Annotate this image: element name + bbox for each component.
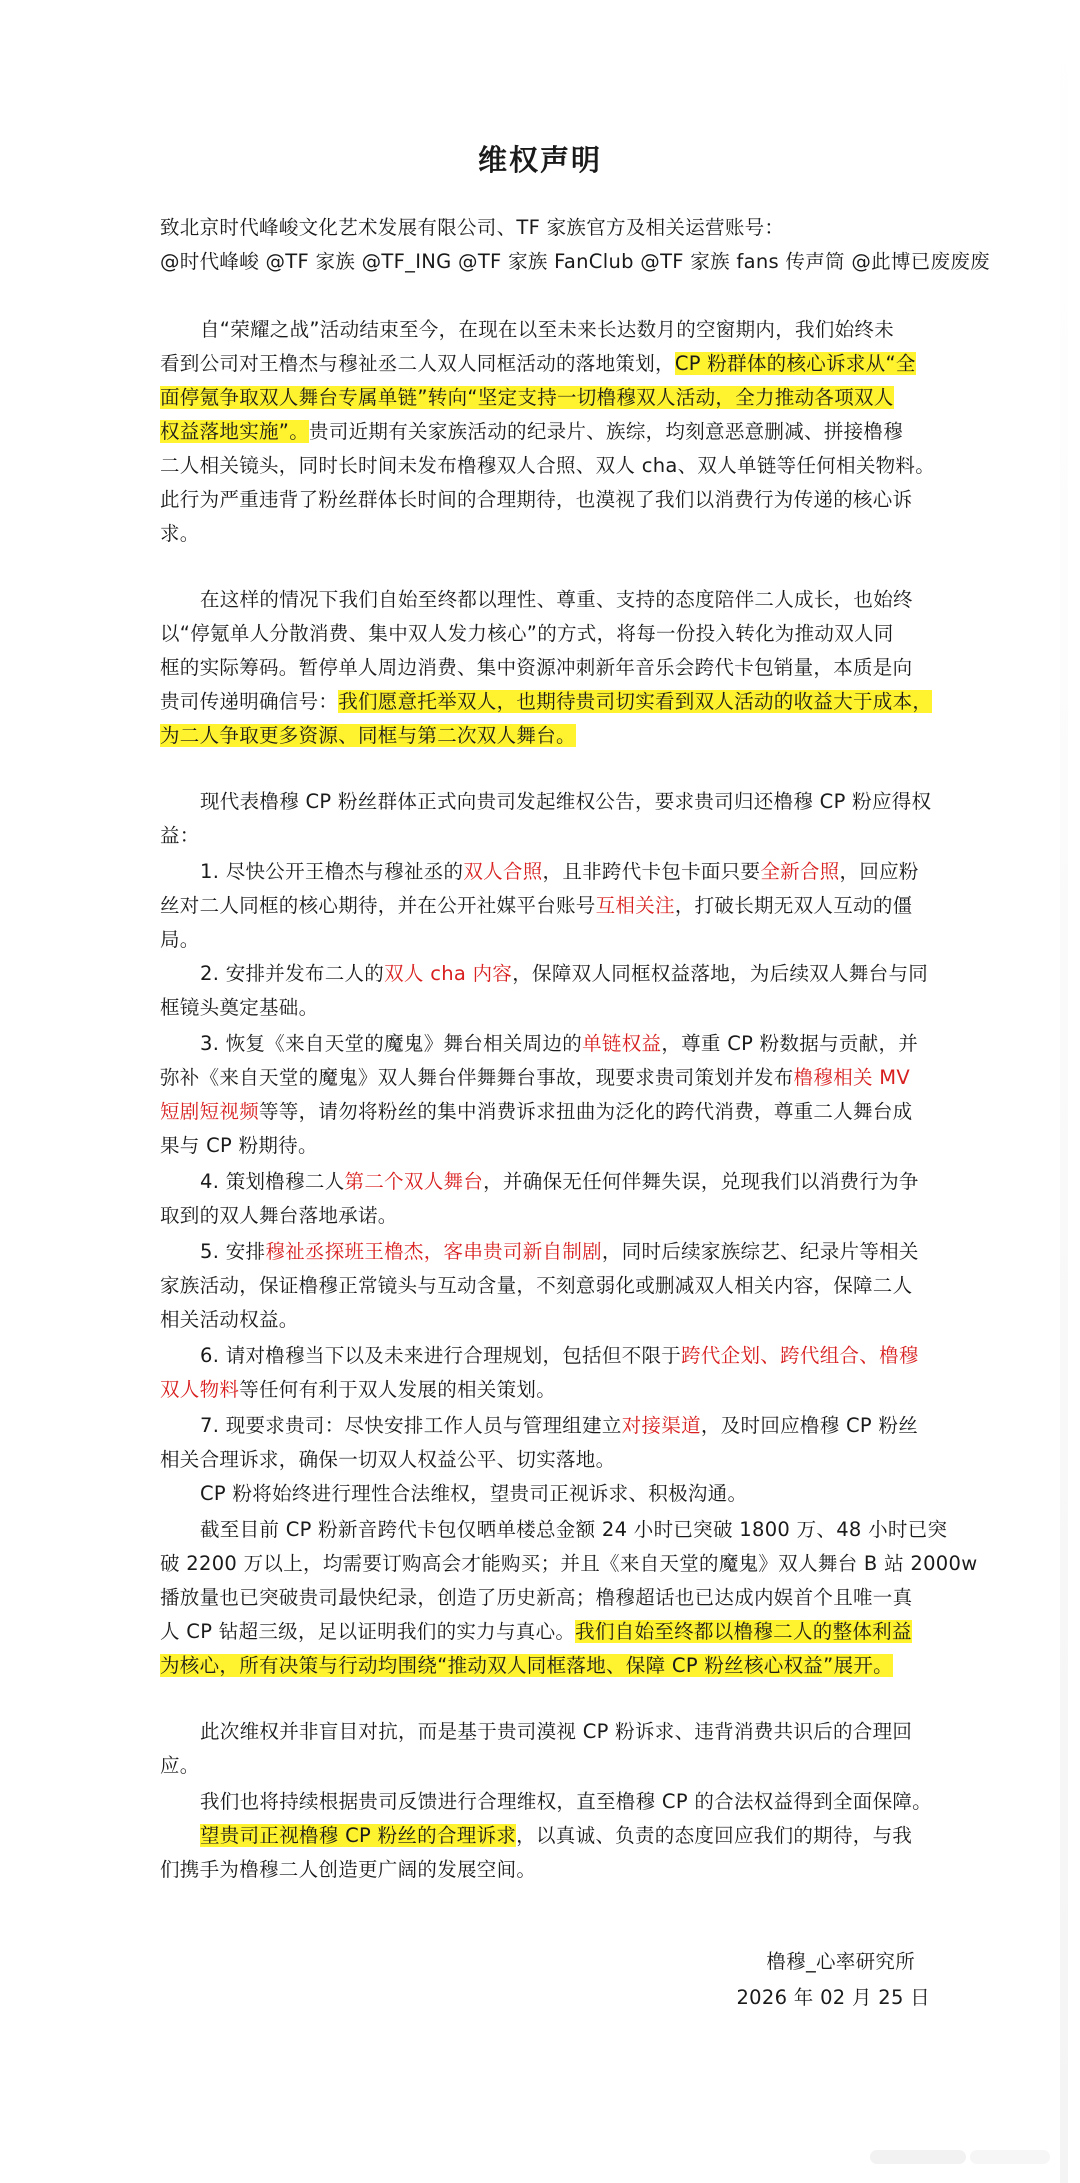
highlight-core-demand-cont: 面停氪争取双人舞台专属单链”转向“坚定支持一切橹穆双人活动，全力推动各项双人 [160,386,894,409]
statement-page: 维权声明 致北京时代峰峻文化艺术发展有限公司、TF 家族官方及相关运营账号： @时代峰峻 @TF 家族 @TF_ING @TF 家族 FanClub @TF 家族 fans 传声筒 @此博已废废废 自“荣耀之战”活动结束至今，在现在以至未来长达数月的空窗期内，我们始终未 看到公司对王橹杰与穆祉丞二人双人同框活动的落地策划，CP 粉群体的核心诉求从“全 面停氪争取双人舞台专属单链”转向“坚定支持一切橹穆双人活动，全力推动各项双人 权益落地实施”。贵司近期有关家族活动的纪录片、族综，均刻意恶意删减、拼接橹穆 二人相关镜头，同时长时间未发布橹穆双人合照、双人 cha、双人单链等任何相关物料。 此行为严重违背了粉丝群体长时间的合理期待，也漠视了我们以消费行为传递的核心诉 求。 在这样的情况下我们自始至终都以理性、尊重、支持的态度陪伴二人成长，也始终 以“停氪单人分散消费、集中双人发力核心”的方式，将每一份投入转化为推动双人同 框的实际筹码。暂停单人周边消费、集中资源冲刺新年音乐会跨代卡包销量，本质是向 贵司传递明确信号：我们愿意托举双人，也期待贵司切实看到双人活动的收益大于成本， 为二人争取更多资源、同框与第二次双人舞台。 现代表橹穆 CP 粉丝群体正式向贵司发起维权公告，要求贵司归还橹穆 CP 粉应得权 益： 1. 尽快公开王橹杰与穆祉丞的双人合照，且非跨代卡包卡面只要全新合照，回应粉 丝对二人同框的核心期待，并在公开社媒平台账号互相关注，打破长期无双人互动的僵 局。 2. 安排并发布二人的双人 cha 内容，保障双人同框权益落地，为后续双人舞台与同 框镜头奠定基础。 3. 恢复《来自天堂的魔鬼》舞台相关周边的单链权益，尊重 CP 粉数据与贡献，并 弥补《来自天堂的魔鬼》双人舞台伴舞舞台事故，现要求贵司策划并发布橹穆相关 MV 短剧短视频等等，请勿将粉丝的集中消费诉求扭曲为泛化的跨代消费，尊重二人舞台成 果与 CP 粉期待。 4. 策划橹穆二人第二个双人舞台，并确保无任何伴舞失误，兑现我们以消费行为争 取到的双人舞台落地承诺。 5. 安排穆祉丞探班王橹杰，客串贵司新自制剧，同时后续家族综艺、纪录片等相关 家族活动，保证橹穆正常镜头与互动含量，不刻意弱化或删减双人相关内容，保障二人 相关活动权益。 6. 请对橹穆当下以及未来进行合理规划，包括但不限于跨代企划、跨代组合、橹穆 双人物料等任何有利于双人发展的相关策划。 7. 现要求贵司：尽快安排工作人员与管理组建立对接渠道，及时回应橹穆 CP 粉丝 相关合理诉求，确保一切双人权益公平、切实落地。 CP 粉将始终进行理性合法维权，望贵司正视诉求、积极沟通。 截至目前 CP 粉新音跨代卡包仅晒单楼总金额 24 小时已突破 1800 万、48 小时已突 破 2200 万以上，均需要订购高会才能购买；并且《来自天堂的魔鬼》双人舞台 B 站 2000w 播放量也已突破贵司最快纪录，创造了历史新高；橹穆超话也已达成内娱首个且唯一真 人 CP 钻超三级，足以证明我们的实力与真心。我们自始至终都以橹穆二人的整体利益 为核心，所有决策与行动均围绕“推动双人同框落地、保障 CP 粉丝核心权益”展开。 此次维权并非盲目对抗，而是基于贵司漠视 CP 粉诉求、违背消费共识后的合理回 应。 我们也将持续根据贵司反馈进行合理维权，直至橹穆 CP 的合法权益得到全面保障。 望贵司正视橹穆 CP 粉丝的合理诉求，以真诚、负责的态度回应我们的期待，与我 们携手为橹穆二人创造更广阔的发展空间。 橹穆_心率研究所 2026 年 02 月 25 日 [0,0,1080,2183]
addressee-line: 致北京时代峰峻文化艺术发展有限公司、TF 家族官方及相关运营账号： [160,216,785,239]
bottom-edge-mark [870,2150,966,2164]
highlight-core-demand: CP 粉群体的核心诉求从“全 [674,352,916,375]
highlight-core-demand-end: 权益落地实施”。 [160,420,310,443]
bottom-edge-mark-2 [970,2150,1050,2164]
page-title: 维权声明 [477,143,602,177]
signature-org: 橹穆_心率研究所 [766,1950,915,1973]
accounts-line: @时代峰峻 @TF 家族 @TF_ING @TF 家族 FanClub @TF 家族 fans 传声筒 @此博已废废废 [160,250,990,273]
highlight-signal-cont: 为二人争取更多资源、同框与第二次双人舞台。 [160,724,576,747]
highlight-signal: 我们愿意托举双人，也期待贵司切实看到双人活动的收益大于成本， [338,690,933,713]
highlight-closing-appeal: 望贵司正视橹穆 CP 粉丝的合理诉求 [200,1824,517,1847]
signature-date: 2026 年 02 月 25 日 [736,1986,930,2009]
highlight-core-interest: 我们自始至终都以橹穆二人的整体利益 [575,1620,912,1643]
highlight-core-interest-cont: 为核心，所有决策与行动均围绕“推动双人同框落地、保障 CP 粉丝核心权益”展开。 [160,1654,893,1677]
page-edge-shadow [1060,0,1068,2183]
paragraph-7: 我们也将持续根据贵司反馈进行合理维权，直至橹穆 CP 的合法权益得到全面保障。 [200,1790,932,1813]
paragraph-4: CP 粉将始终进行理性合法维权，望贵司正视诉求、积极沟通。 [200,1482,748,1505]
